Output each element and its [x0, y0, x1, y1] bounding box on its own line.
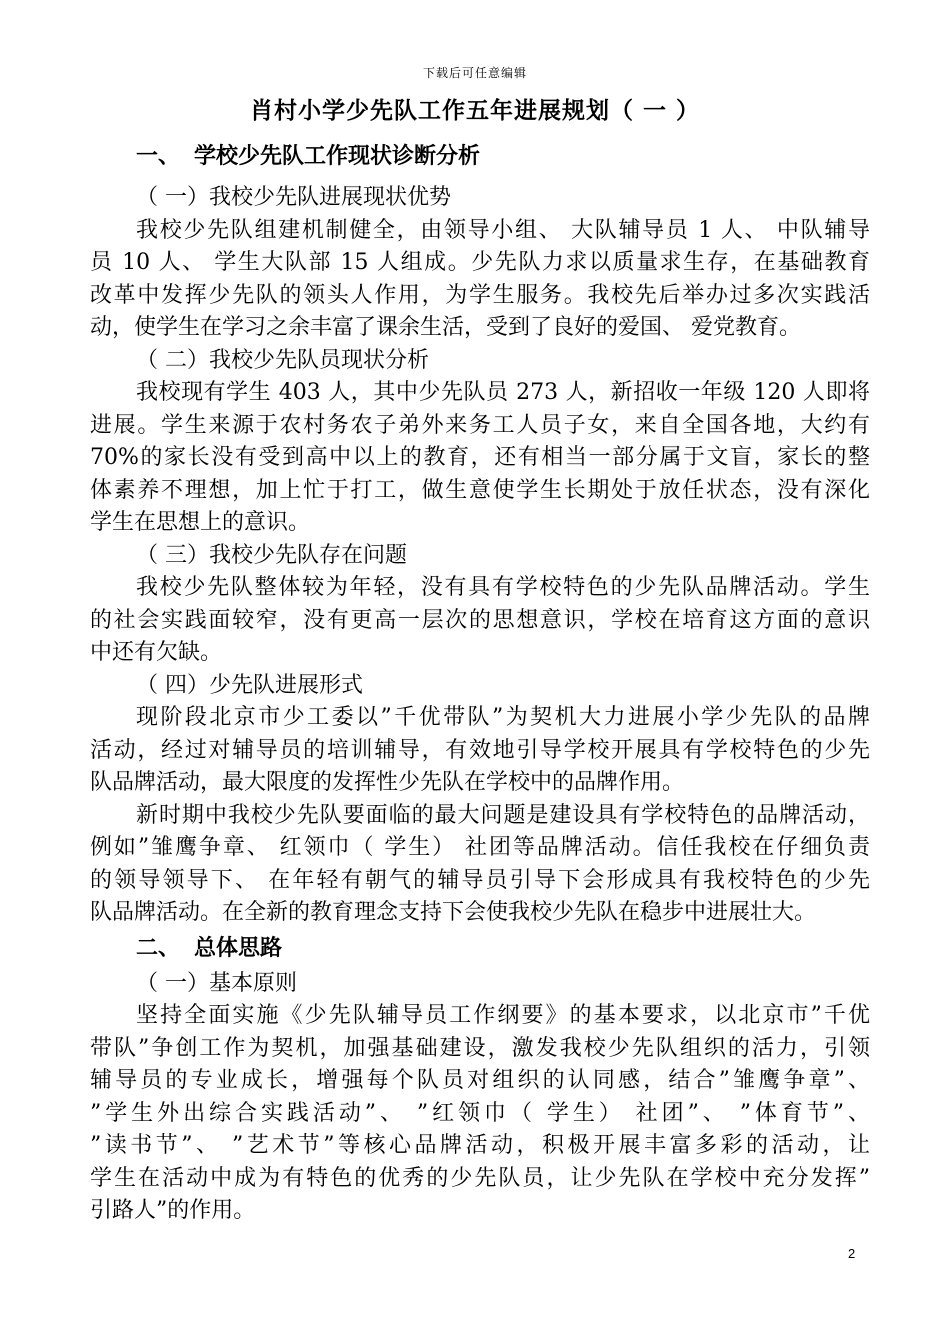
paragraph-line: 例如”雏鹰争章、 红领巾（ 学生） 社团等品牌活动。信任我校在仔细负责 — [90, 835, 870, 860]
paragraph-line: 学生在思想上的意识。 — [90, 510, 311, 535]
paragraph-line: 体素养不理想，加上忙于打工，做生意使学生长期处于放任状态，没有深化 — [90, 477, 870, 503]
section-number: 一、 — [136, 144, 181, 169]
subsection-heading: （ 一）基本原则 — [136, 970, 297, 996]
section-title: 总体思路 — [194, 935, 283, 961]
document-title: 肖村小学少先队工作五年进展规划（ 一 ） — [249, 98, 700, 124]
paragraph-line: 队品牌活动。在全新的教育理念支持下会使我校少先队在稳步中进展壮大。 — [90, 900, 817, 925]
paragraph-line: 中还有欠缺。 — [90, 640, 223, 665]
subsection-heading: （ 二）我校少先队员现状分析 — [136, 347, 429, 373]
paragraph-line: 学生在活动中成为有特色的优秀的少先队员，让少先队在学校中充分发挥” — [90, 1165, 870, 1191]
paragraph-line: 引路人”的作用。 — [90, 1198, 256, 1223]
page-header: 下载后可任意编辑 — [422, 66, 527, 80]
paragraph-line: 带队”争创工作为契机，加强基础建设，激发我校少先队组织的活力，引领 — [90, 1035, 870, 1061]
paragraph-line: 新时期中我校少先队要面临的最大问题是建设具有学校特色的品牌活动， — [136, 802, 870, 828]
subsection-heading: （ 三）我校少先队存在问题 — [136, 542, 407, 568]
page-number: 2 — [848, 1246, 856, 1261]
paragraph-line: 现阶段北京市少工委以”千优带队”为契机大力进展小学少先队的品牌 — [136, 705, 870, 730]
paragraph-line: 的领导领导下、 在年轻有朝气的辅导员引导下会形成具有我校特色的少先 — [90, 867, 870, 893]
subsection-heading: （ 四）少先队进展形式 — [136, 672, 363, 698]
section-heading-2 — [90, 930, 870, 968]
paragraph-line: 的社会实践面较窄，没有更高一层次的思想意识，学校在培育这方面的意识 — [90, 607, 870, 633]
subsection-heading: （ 一）我校少先队进展现状优势 — [136, 185, 451, 210]
section-heading-1 — [90, 138, 870, 176]
paragraph-line: 活动，经过对辅导员的培训辅导，有效地引导学校开展具有学校特色的少先 — [90, 737, 870, 763]
paragraph-line: 动，使学生在学习之余丰富了课余生活，受到了良好的爱国、 爱党教育。 — [90, 315, 801, 340]
paragraph-line: 我校现有学生 403 人，其中少先队员 273 人，新招收一年级 120 人即将 — [136, 380, 870, 405]
paragraph-line: 队品牌活动，最大限度的发挥性少先队在学校中的品牌作用。 — [90, 770, 685, 795]
paragraph-line: ”读书节”、 ”艺术节”等核心品牌活动，积极开展丰富多彩的活动，让 — [90, 1133, 870, 1158]
section-number: 二、 — [136, 935, 181, 961]
section-title: 学校少先队工作现状诊断分析 — [194, 144, 481, 169]
document-body — [90, 138, 870, 1228]
paragraph-line: 坚持全面实施《少先队辅导员工作纲要》的基本要求，以北京市”千优 — [136, 1003, 870, 1028]
paragraph-line: 进展。学生来源于农村务农子弟外来务工人员子女，来自全国各地，大约有 — [90, 412, 870, 438]
paragraph-line: 我校少先队整体较为年轻，没有具有学校特色的少先队品牌活动。学生 — [136, 575, 870, 600]
paragraph-line: 我校少先队组建机制健全，由领导小组、 大队辅导员 1 人、 中队辅导 — [136, 217, 870, 243]
paragraph-line: 70%的家长没有受到高中以上的教育，还有相当一部分属于文盲，家长的整 — [90, 445, 870, 470]
paragraph-line: 辅导员的专业成长，增强每个队员对组织的认同感，结合”雏鹰争章”、 — [90, 1068, 870, 1093]
paragraph-line: 改革中发挥少先队的领头人作用，为学生服务。我校先后举办过多次实践活 — [90, 282, 870, 308]
paragraph-line: ”学生外出综合实践活动”、 ”红领巾（ 学生） 社团”、 ”体育节”、 — [90, 1100, 870, 1126]
paragraph-line: 员 10 人、 学生大队部 15 人组成。少先队力求以质量求生存，在基础教育 — [90, 250, 870, 275]
